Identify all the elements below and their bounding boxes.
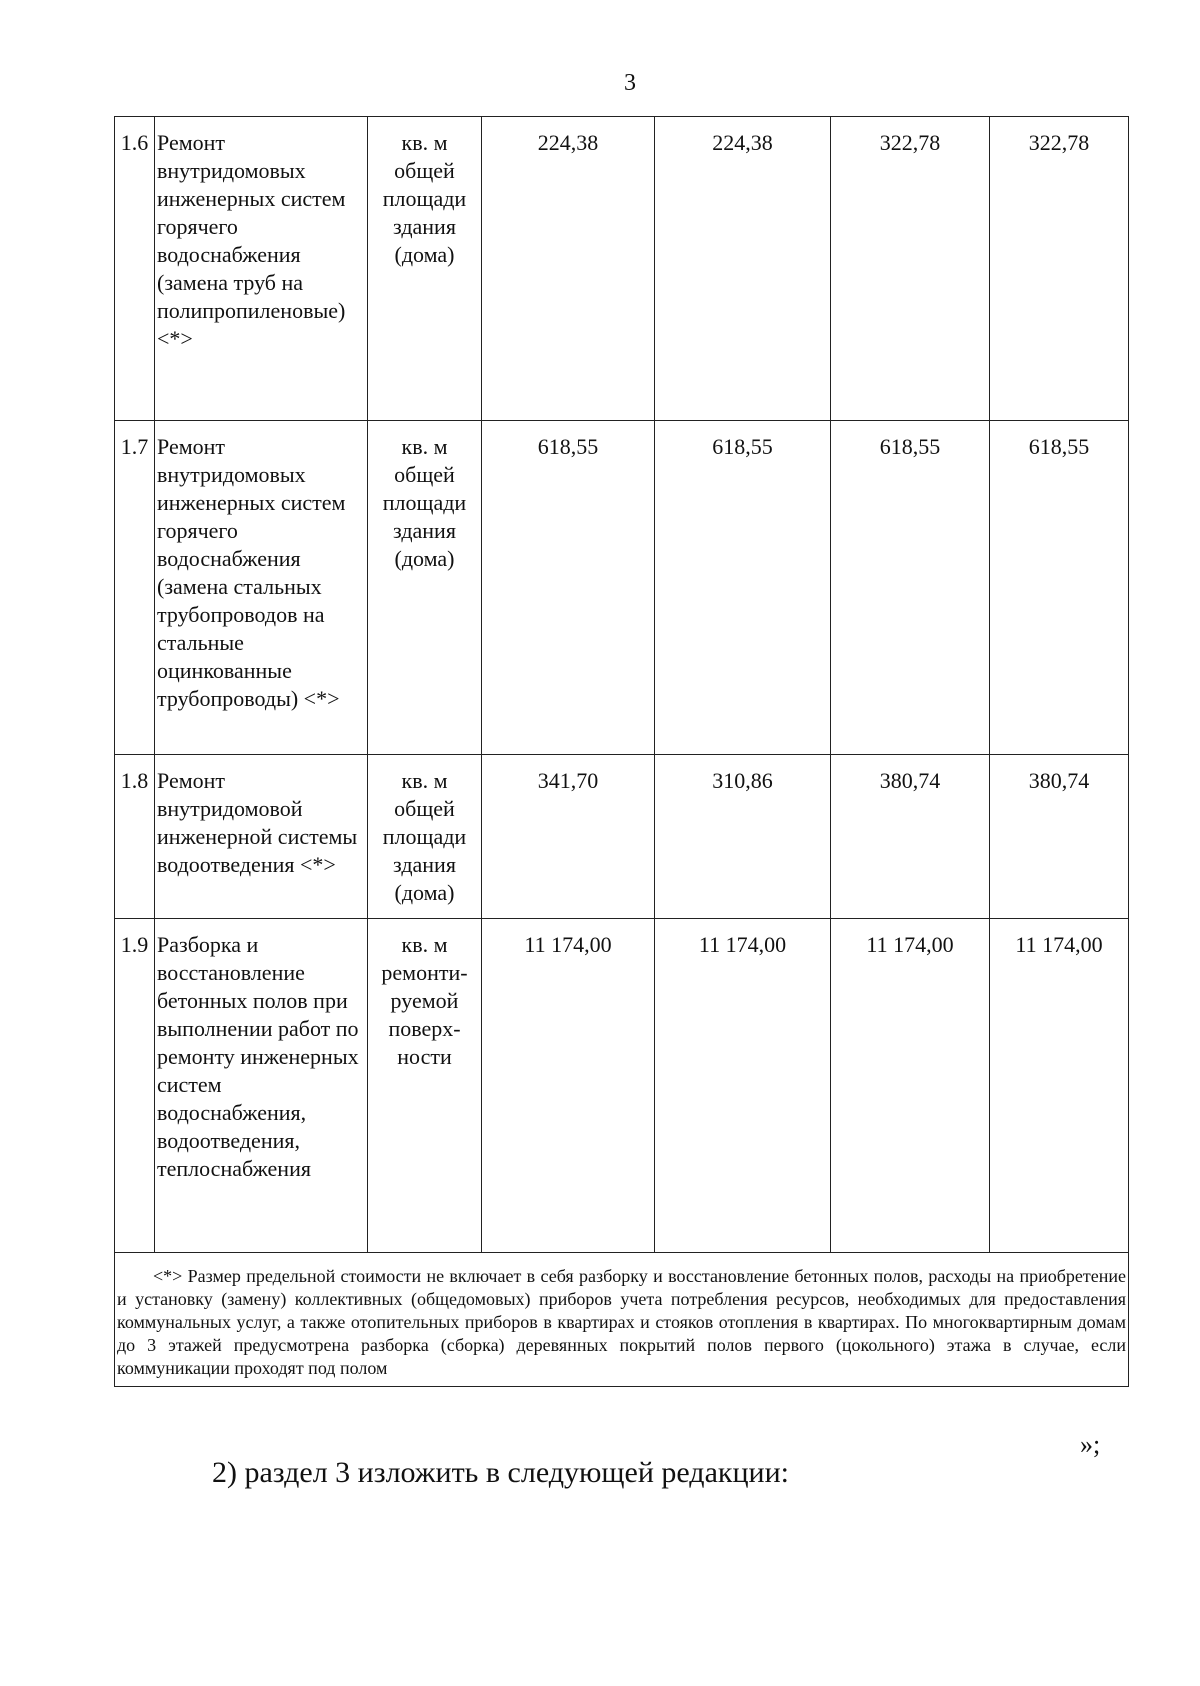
value-cell: 11 174,00 (831, 919, 990, 1253)
table-row (115, 755, 1129, 919)
row-number: 1.9 (115, 919, 155, 1253)
value-cell: 11 174,00 (655, 919, 831, 1253)
work-name: Ремонт внутридомовой инженерной системы водоотведения <*> (155, 755, 368, 919)
value-cell: 618,55 (831, 421, 990, 755)
value-cell: 322,78 (831, 117, 990, 421)
table-row (115, 421, 1129, 755)
table-row (115, 919, 1129, 1253)
value-cell: 380,74 (990, 755, 1129, 919)
value-cell: 224,38 (655, 117, 831, 421)
amendment-instruction: 2) раздел 3 изложить в следующей редакции: (212, 1456, 789, 1489)
footnote-text: <*> Размер предельной стоимости не включает в себя разборку и восстановление бетонных полов, расходы на приобретение и установку (замену) коллективных (общедомовых) приборов учета потребления ресурсов, необходимых для предоставления коммунальных услуг, а также отопительных приборов в квартирах и стояков отопления в квартирах. По многоквартирным домам до 3 этажей предусмотрена разборка (сборка) деревянных покрытий полов первого (цокольного) этажа в случае, если коммуникации проходят под полом (117, 1266, 1126, 1378)
page-number: 3 (624, 70, 636, 96)
work-name: Ремонт внутридомовых инженерных систем горячего водоснабжения (замена труб на полипропиленовые) <*> (155, 117, 368, 421)
value-cell: 618,55 (482, 421, 655, 755)
works-table (114, 116, 1129, 1387)
value-cell: 322,78 (990, 117, 1129, 421)
footnote (115, 1253, 1129, 1387)
unit-of-measure: кв. м ремонти- руемой поверх- ности (368, 919, 482, 1253)
value-cell: 310,86 (655, 755, 831, 919)
work-name: Разборка и восстановление бетонных полов при выполнении работ по ремонту инженерных систем водоснабжения, водоотведения, теплоснабжения (155, 919, 368, 1253)
value-cell: 618,55 (990, 421, 1129, 755)
table-row (115, 117, 1129, 421)
row-number: 1.7 (115, 421, 155, 755)
value-cell: 11 174,00 (990, 919, 1129, 1253)
value-cell: 341,70 (482, 755, 655, 919)
unit-of-measure: кв. м общей площади здания (дома) (368, 421, 482, 755)
value-cell: 11 174,00 (482, 919, 655, 1253)
value-cell: 380,74 (831, 755, 990, 919)
unit-of-measure: кв. м общей площади здания (дома) (368, 117, 482, 421)
value-cell: 224,38 (482, 117, 655, 421)
work-name: Ремонт внутридомовых инженерных систем горячего водоснабжения (замена стальных трубопроводов на стальные оцинкованные трубопроводы) <*> (155, 421, 368, 755)
value-cell: 618,55 (655, 421, 831, 755)
closing-quote-mark: »; (1080, 1430, 1101, 1459)
footnote-row (115, 1253, 1129, 1387)
row-number: 1.8 (115, 755, 155, 919)
unit-of-measure: кв. м общей площади здания (дома) (368, 755, 482, 919)
row-number: 1.6 (115, 117, 155, 421)
